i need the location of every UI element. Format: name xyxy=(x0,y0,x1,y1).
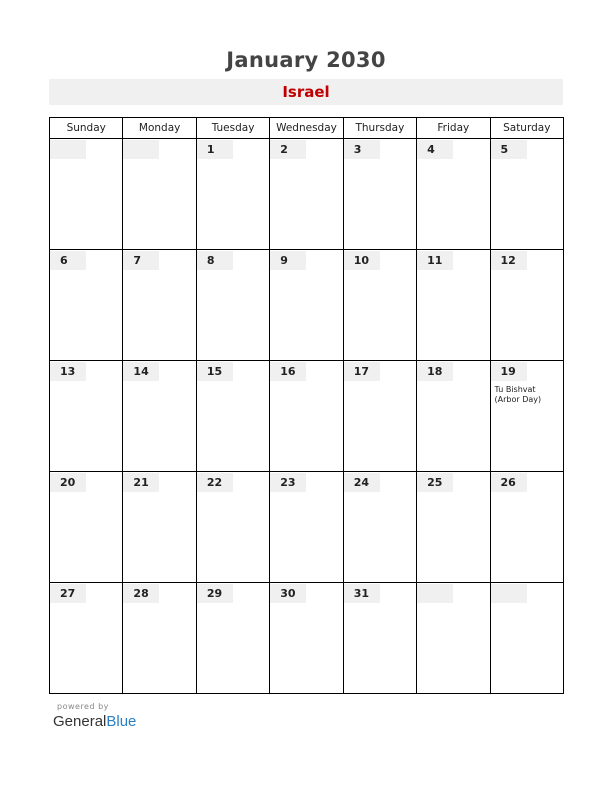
day-number: 6 xyxy=(50,251,86,270)
day-cell xyxy=(270,583,343,694)
day-number: 28 xyxy=(123,584,159,603)
week-row xyxy=(50,361,564,472)
day-number: 14 xyxy=(123,362,159,381)
week-row xyxy=(50,583,564,694)
weekday-friday: Friday xyxy=(417,118,490,139)
day-number: 27 xyxy=(50,584,86,603)
day-number: 2 xyxy=(270,140,306,159)
day-cell xyxy=(123,472,196,583)
day-cell xyxy=(50,139,123,250)
day-number: 23 xyxy=(270,473,306,492)
day-cell xyxy=(123,361,196,472)
day-number: 20 xyxy=(50,473,86,492)
day-number: 26 xyxy=(491,473,527,492)
day-cell xyxy=(270,139,343,250)
day-cell xyxy=(490,472,563,583)
day-number: 11 xyxy=(417,251,453,270)
day-number: 13 xyxy=(50,362,86,381)
day-number: 10 xyxy=(344,251,380,270)
day-cell xyxy=(417,250,490,361)
weekday-wednesday: Wednesday xyxy=(270,118,343,139)
day-number: 12 xyxy=(491,251,527,270)
day-number: 25 xyxy=(417,473,453,492)
day-cell xyxy=(343,139,416,250)
weekday-thursday: Thursday xyxy=(343,118,416,139)
day-number: 30 xyxy=(270,584,306,603)
logo-text-general: General xyxy=(53,713,107,730)
day-number xyxy=(50,140,86,159)
day-cell xyxy=(196,472,269,583)
week-row xyxy=(50,250,564,361)
weekday-header-row xyxy=(50,118,564,139)
day-cell xyxy=(270,361,343,472)
day-cell xyxy=(490,250,563,361)
day-cell xyxy=(123,250,196,361)
day-cell xyxy=(343,361,416,472)
day-number: 3 xyxy=(344,140,380,159)
day-cell xyxy=(490,361,563,472)
day-cell xyxy=(50,250,123,361)
day-cell xyxy=(123,583,196,694)
weekday-sunday: Sunday xyxy=(50,118,123,139)
day-number: 31 xyxy=(344,584,380,603)
weekday-saturday: Saturday xyxy=(490,118,563,139)
day-cell xyxy=(417,583,490,694)
powered-by-label: powered by xyxy=(57,702,109,711)
day-number: 17 xyxy=(344,362,380,381)
day-number: 16 xyxy=(270,362,306,381)
page-title: January 2030 xyxy=(226,48,386,72)
week-row xyxy=(50,139,564,250)
holiday-label: Tu Bishvat (Arbor Day) xyxy=(494,385,542,404)
day-cell xyxy=(490,583,563,694)
logo-text-blue: Blue xyxy=(106,713,137,730)
day-cell xyxy=(270,472,343,583)
day-number: 21 xyxy=(123,473,159,492)
day-cell xyxy=(417,139,490,250)
day-number: 15 xyxy=(197,362,233,381)
day-number: 18 xyxy=(417,362,453,381)
day-number: 22 xyxy=(197,473,233,492)
day-cell xyxy=(196,361,269,472)
day-cell xyxy=(196,583,269,694)
country-name: Israel xyxy=(282,83,330,101)
day-cell xyxy=(417,361,490,472)
weekday-monday: Monday xyxy=(123,118,196,139)
day-cell xyxy=(343,472,416,583)
day-number: 29 xyxy=(197,584,233,603)
calendar-grid xyxy=(49,117,564,694)
day-cell xyxy=(196,139,269,250)
day-cell xyxy=(343,583,416,694)
day-number xyxy=(491,584,527,603)
day-cell xyxy=(50,361,123,472)
day-cell xyxy=(343,250,416,361)
weekday-tuesday: Tuesday xyxy=(196,118,269,139)
generalblue-logo[interactable] xyxy=(53,713,136,730)
day-number: 4 xyxy=(417,140,453,159)
day-number xyxy=(123,140,159,159)
day-cell xyxy=(123,139,196,250)
day-number: 8 xyxy=(197,251,233,270)
day-cell xyxy=(270,250,343,361)
day-cell xyxy=(50,583,123,694)
day-cell xyxy=(50,472,123,583)
day-number: 1 xyxy=(197,140,233,159)
day-number: 7 xyxy=(123,251,159,270)
week-row xyxy=(50,472,564,583)
day-number: 19 xyxy=(491,362,527,381)
country-band xyxy=(49,79,563,105)
day-number: 24 xyxy=(344,473,380,492)
day-cell xyxy=(490,139,563,250)
day-cell xyxy=(196,250,269,361)
day-number xyxy=(417,584,453,603)
day-cell xyxy=(417,472,490,583)
day-number: 9 xyxy=(270,251,306,270)
day-number: 5 xyxy=(491,140,527,159)
